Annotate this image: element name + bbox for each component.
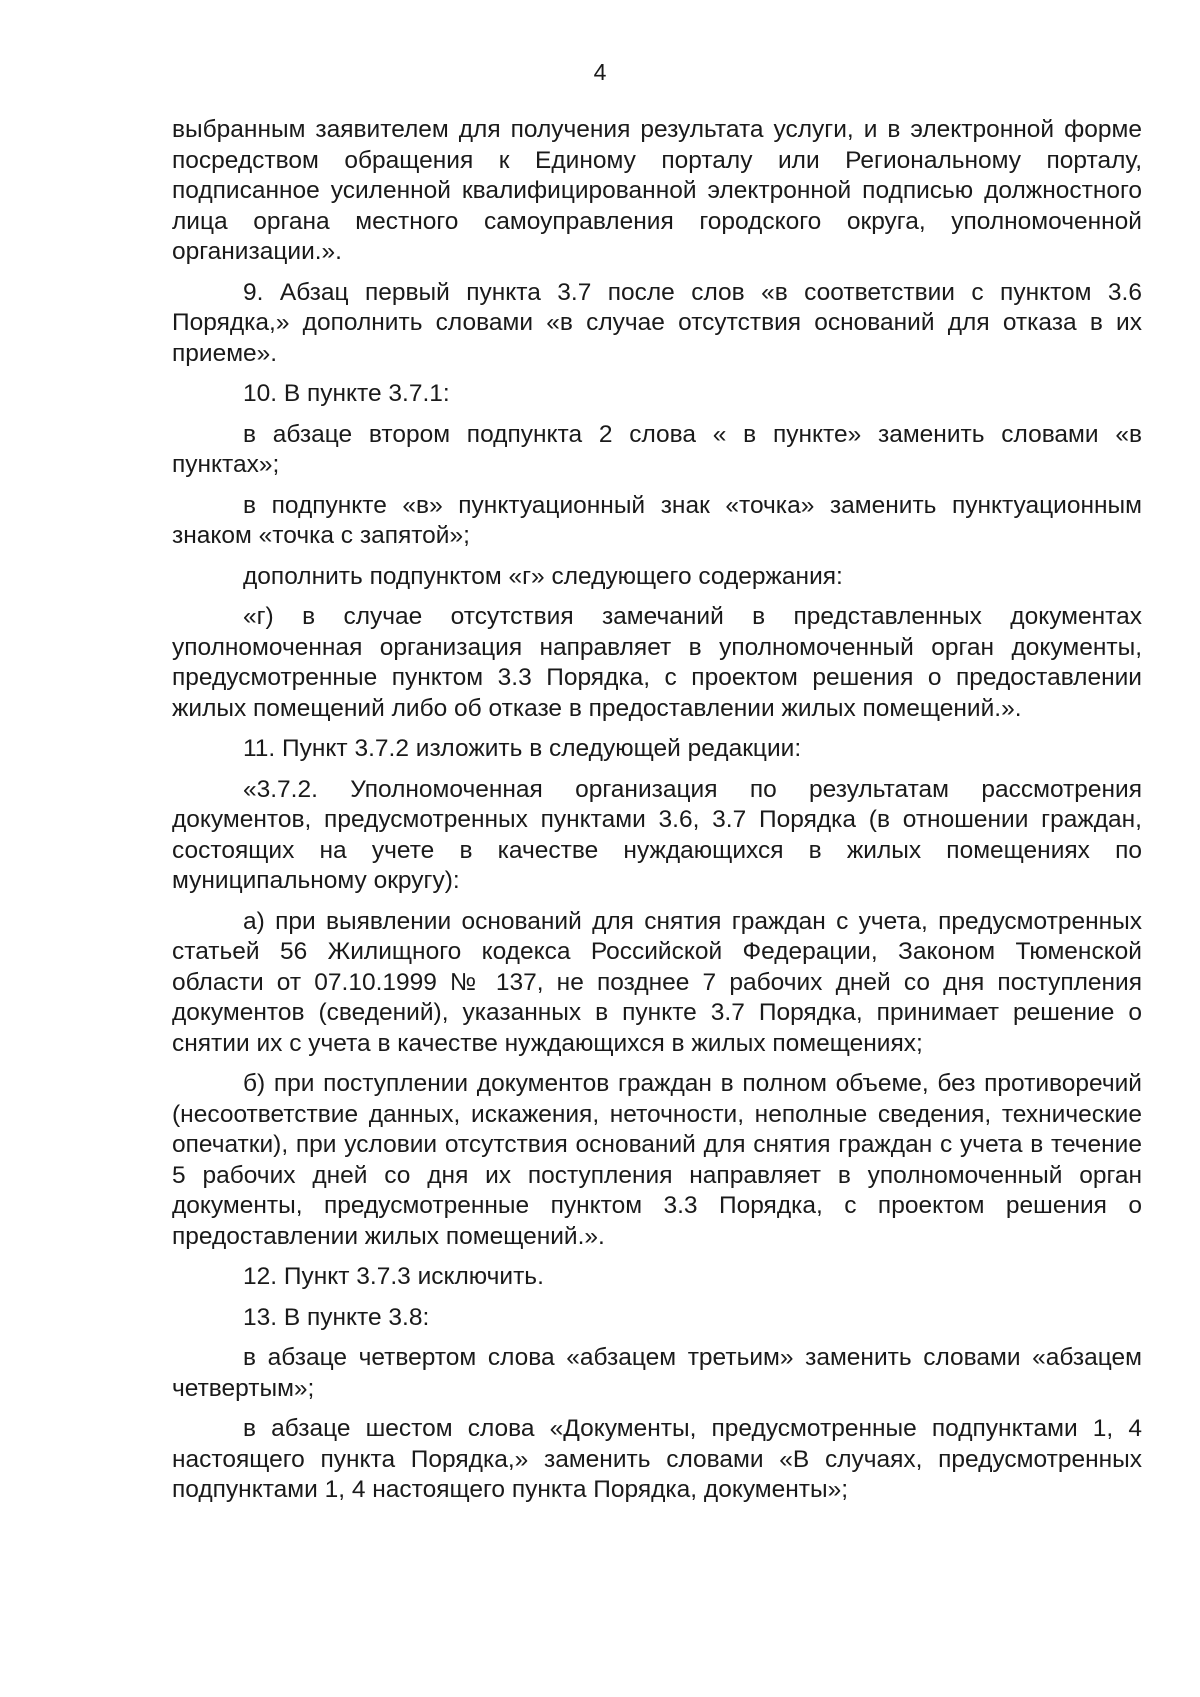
document-body [172,115,1142,1516]
paragraph-subitem-b: б) при поступлении документов граждан в полном объеме, без противоречий (несоответствие данных, искажения, неточности, неполные сведения, технические опечатки), при условии отсутствия оснований для снятия граждан с учета в течение 5 рабочих дней со дня их поступления направляет в уполномоченный орган документы, предусмотренные пунктом 3.3 Порядка, с проектом решения о предоставлении жилых помещений.». [172,1070,1142,1250]
paragraph-continuation: выбранным заявителем для получения результата услуги, и в электронной форме посредством обращения к Единому порталу или Региональному порталу, подписанное усиленной квалифицированной электронной подписью должностного лица органа местного самоуправления городского округа, уполномоченной организации.». [172,116,1142,265]
paragraph-item-11-text: «3.7.2. Уполномоченная организация по результатам рассмотрения документов, предусмотренных пунктами 3.6, 3.7 Порядка (в отношении граждан, состоящих на учете в качестве нуждающихся в жилых помещениях по муниципальному округу): [172,775,1142,894]
paragraph-subitem-g: «г) в случае отсутствия замечаний в представленных документах уполномоченная организация направляет в уполномоченный орган документы, предусмотренные пунктом 3.3 Порядка, с проектом решения о предоставлении жилых помещений либо об отказе в предоставлении жилых помещений.». [172,603,1142,722]
paragraph-item-12: 12. Пункт 3.7.3 исключить. [243,1263,544,1290]
page-number: 4 [593,59,607,85]
paragraph-item-13-b: в абзаце шестом слова «Документы, предусмотренные подпунктами 1, 4 настоящего пункта Порядка,» заменить словами «В случаях, предусмотренных подпунктами 1, 4 настоящего пункта Порядка, документы»; [172,1415,1142,1503]
paragraph-item-10-a: в абзаце втором подпункта 2 слова « в пункте» заменить словами «в пунктах»; [172,420,1142,478]
paragraph-item-13: 13. В пункте 3.8: [243,1303,430,1331]
paragraph-subitem-a: а) при выявлении оснований для снятия граждан с учета, предусмотренных статьей 56 Жилищного кодекса Российской Федерации, Законом Тюменской области от 07.10.1999 № 137, не позднее 7 рабочих дней со дня поступления документов (сведений), указанных в пункте 3.7 Порядка, принимает решение о снятии их с учета в качестве нуждающихся в жилых помещениях; [172,907,1142,1057]
paragraph-item-13-a: в абзаце четвертом слова «абзацем третьим» заменить словами «абзацем четвертым»; [172,1344,1142,1402]
paragraph-item-10-c: дополнить подпунктом «г» следующего содержания: [243,562,843,590]
paragraph-item-10-b: в подпункте «в» пунктуационный знак «точка» заменить пунктуационным знаком «точка с запятой»; [172,491,1142,549]
paragraph-item-9: 9. Абзац первый пункта 3.7 после слов «в соответствии с пунктом 3.6 Порядка,» дополнить словами «в случае отсутствия оснований для отказа в их приеме». [172,278,1142,367]
paragraph-item-10: 10. В пункте 3.7.1: [243,380,450,407]
paragraph-item-11: 11. Пункт 3.7.2 изложить в следующей редакции: [243,735,802,762]
